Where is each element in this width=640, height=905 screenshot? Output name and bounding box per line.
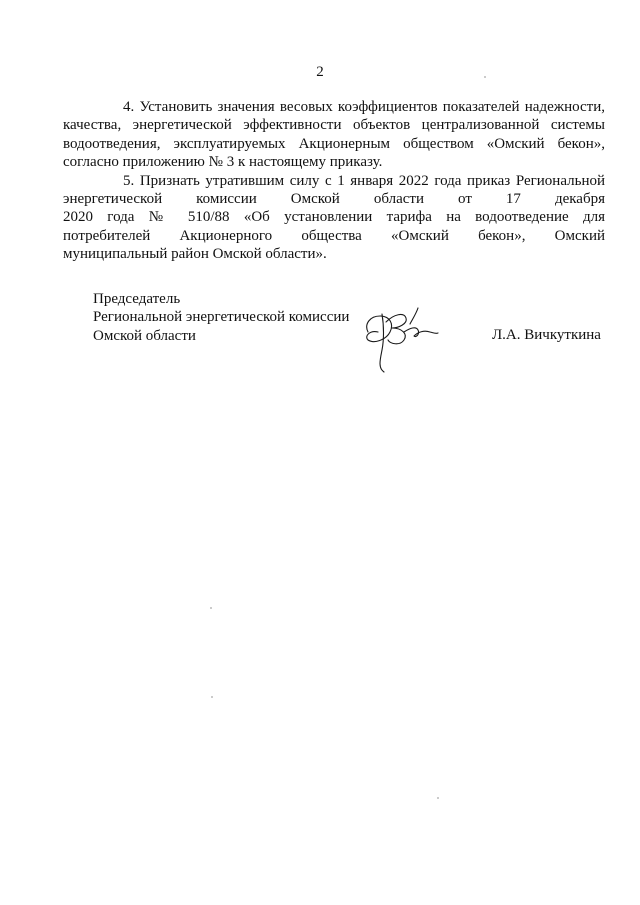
scan-speck [211,696,213,698]
signer-name: Л.А. Вичкуткина [492,327,601,343]
scan-speck [210,607,212,609]
paragraph-line: водоотведения, эксплуатируемых Акционерным обществом «Омский бекон», [63,135,605,152]
paragraph-line: 5. Признать утратившим силу с 1 января 2022 года приказ Региональной [123,172,605,189]
scan-speck [437,797,439,799]
document-body [63,98,605,264]
paragraph-line: энергетической комиссии Омской области от 17 декабря [63,191,605,208]
handwritten-signature [360,302,440,374]
paragraph-5 [63,172,605,264]
signatory-position [93,290,349,345]
paragraph-line: качества, энергетической эффективности объектов централизованной системы [63,117,605,134]
position-line: Региональной энергетической комиссии [93,309,350,326]
paragraph-line: потребителей Акционерного общества «Омский бекон», Омский [63,227,605,244]
paragraph-4 [63,98,605,172]
scan-speck [484,76,486,78]
paragraph-line: 2020 года № 510/88 «Об установлении тарифа на водоотведение для [63,209,605,226]
page-number: 2 [316,64,324,80]
paragraph-line: 4. Установить значения весовых коэффициентов показателей надежности, [123,99,605,115]
paragraph-line: согласно приложению № 3 к настоящему приказу. [63,154,383,171]
position-line: Омской области [93,327,196,344]
position-line: Председатель [93,291,181,307]
paragraph-line: муниципальный район Омской области». [63,246,327,263]
